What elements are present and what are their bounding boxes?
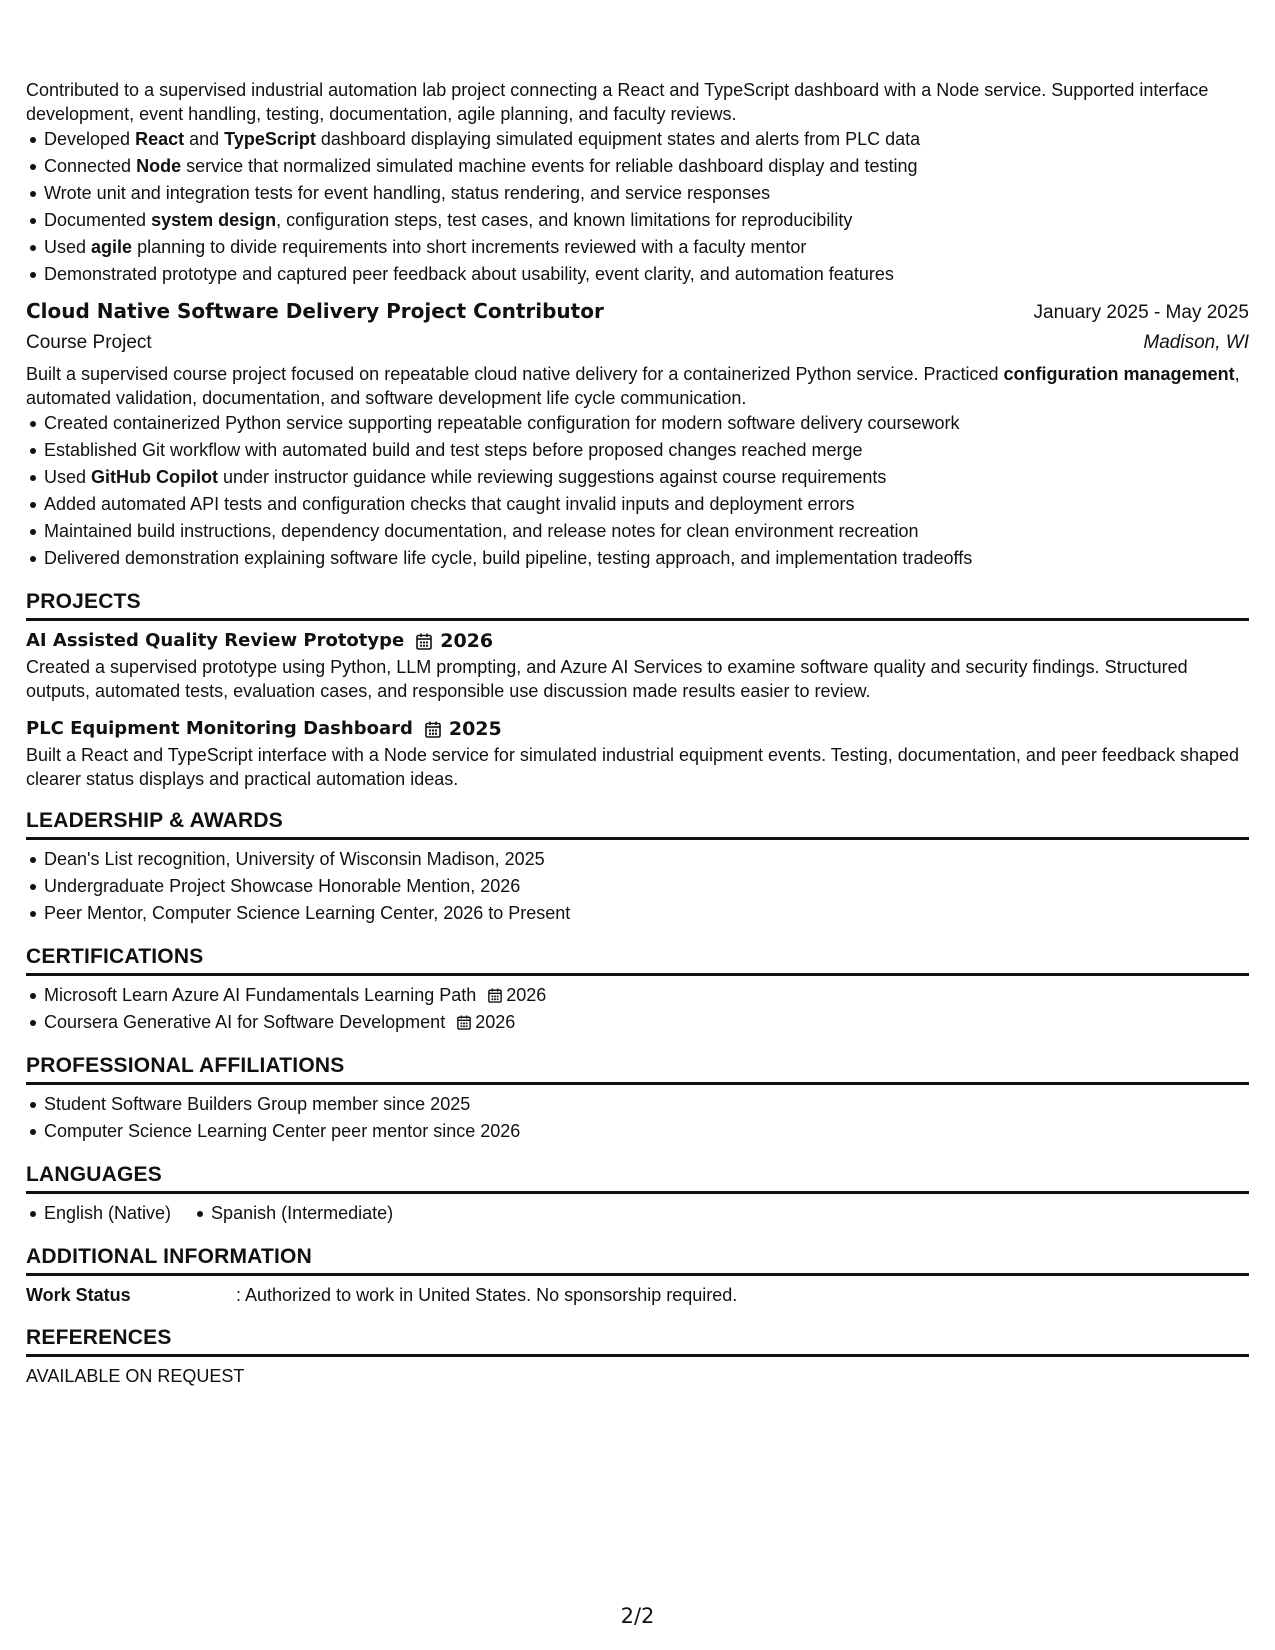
list-item: Student Software Builders Group member since 2025 [44,1091,1249,1118]
affiliations-section [26,1052,1249,1145]
section-title: PROJECTS [26,588,1249,621]
bullet-item: Connected Node service that normalized simulated machine events for reliable dashboard display and testing [44,153,1249,180]
job-location: Madison, WI [1143,332,1249,353]
resume-page [26,78,1249,1389]
work-status-value: : Authorized to work in United States. No sponsorship required. [236,1285,738,1305]
leadership-section [26,807,1249,927]
job-description: Built a supervised course project focused on repeatable cloud native delivery for a containerized Python service. Practiced configuration management, automated validation, documentation, and software development life cycle communication. [26,364,1240,408]
references-section [26,1324,1249,1389]
languages-section [26,1161,1249,1227]
certification-year: 2026 [475,1012,516,1032]
projects-section [26,588,1249,791]
calendar-icon [457,1015,471,1030]
list-item: Undergraduate Project Showcase Honorable Mention, 2026 [44,873,1249,900]
leadership-list [26,846,1249,927]
certifications-section [26,943,1249,1036]
job-title: Cloud Native Software Delivery Project Contributor [26,299,604,323]
affiliations-list [26,1091,1249,1145]
job-dates: January 2025 - May 2025 [1033,302,1249,323]
section-title: LANGUAGES [26,1161,1249,1194]
work-status-row [26,1282,1249,1308]
role-bullets [26,126,1249,288]
job-subheader [26,328,1249,358]
calendar-icon [425,721,441,738]
bullet-item: Maintained build instructions, dependency documentation, and release notes for clean environment recreation [44,518,1249,545]
bullet-item: Created containerized Python service supporting repeatable configuration for modern software delivery coursework [44,410,1249,437]
list-item [44,1009,1249,1036]
calendar-icon [488,988,502,1003]
section-title: CERTIFICATIONS [26,943,1249,976]
project-name: AI Assisted Quality Review Prototype [26,630,405,651]
list-item [44,982,1249,1009]
project-description: Created a supervised prototype using Python, LLM prompting, and Azure AI Services to examine software quality and security findings. Structured outputs, automated tests, evaluation cases, and responsible use discussion made results easier to review. [26,657,1188,701]
bullet-item: Delivered demonstration explaining software life cycle, build pipeline, testing approach, and implementation tradeoffs [44,545,1249,572]
calendar-icon [416,633,432,650]
list-item: Computer Science Learning Center peer mentor since 2026 [44,1118,1249,1145]
section-title: REFERENCES [26,1324,1249,1357]
project-name: PLC Equipment Monitoring Dashboard [26,718,413,739]
project-header [26,627,1249,655]
bullet-item: Used GitHub Copilot under instructor guidance while reviewing suggestions against course requirements [44,464,1249,491]
list-item: English (Native) [44,1200,171,1227]
certifications-list [26,982,1249,1036]
certification-name: Microsoft Learn Azure AI Fundamentals Learning Path [44,985,477,1005]
project-description: Built a React and TypeScript interface with a Node service for simulated industrial equipment events. Testing, documentation, and peer feedback shaped clearer status displays and practical automation ideas. [26,745,1240,789]
list-item: Spanish (Intermediate) [211,1200,393,1227]
section-title: ADDITIONAL INFORMATION [26,1243,1249,1276]
job-organization: Course Project [26,332,152,353]
job-header [26,296,1249,328]
bullet-item: Used agile planning to divide requirements into short increments reviewed with a faculty mentor [44,234,1249,261]
job-bullets [26,410,1249,572]
section-title: PROFESSIONAL AFFILIATIONS [26,1052,1249,1085]
languages-list [26,1200,1249,1227]
list-item: Dean's List recognition, University of Wisconsin Madison, 2025 [44,846,1249,873]
bullet-item: Established Git workflow with automated build and test steps before proposed changes reached merge [44,437,1249,464]
bullet-item: Demonstrated prototype and captured peer feedback about usability, event clarity, and automation features [44,261,1249,288]
list-item: Peer Mentor, Computer Science Learning Center, 2026 to Present [44,900,1249,927]
bullet-item: Added automated API tests and configuration checks that caught invalid inputs and deployment errors [44,491,1249,518]
certification-year: 2026 [506,985,547,1005]
bullet-item: Wrote unit and integration tests for event handling, status rendering, and service responses [44,180,1249,207]
bullet-item: Developed React and TypeScript dashboard displaying simulated equipment states and alerts from PLC data [44,126,1249,153]
work-status-label: Work Status [26,1285,131,1305]
project-header [26,715,1249,743]
additional-info-section [26,1243,1249,1308]
project-year: 2026 [440,630,494,652]
references-text: AVAILABLE ON REQUEST [26,1366,245,1386]
section-title: LEADERSHIP & AWARDS [26,807,1249,840]
certification-name: Coursera Generative AI for Software Development [44,1012,446,1032]
page-number: 2/2 [620,1604,655,1628]
role-description: Contributed to a supervised industrial automation lab project connecting a React and TypeScript dashboard with a Node service. Supported interface development, event handling, testing, documentation, agile planning, and faculty reviews. [26,80,1209,124]
bullet-item: Documented system design, configuration steps, test cases, and known limitations for reproducibility [44,207,1249,234]
project-year: 2025 [448,718,502,740]
